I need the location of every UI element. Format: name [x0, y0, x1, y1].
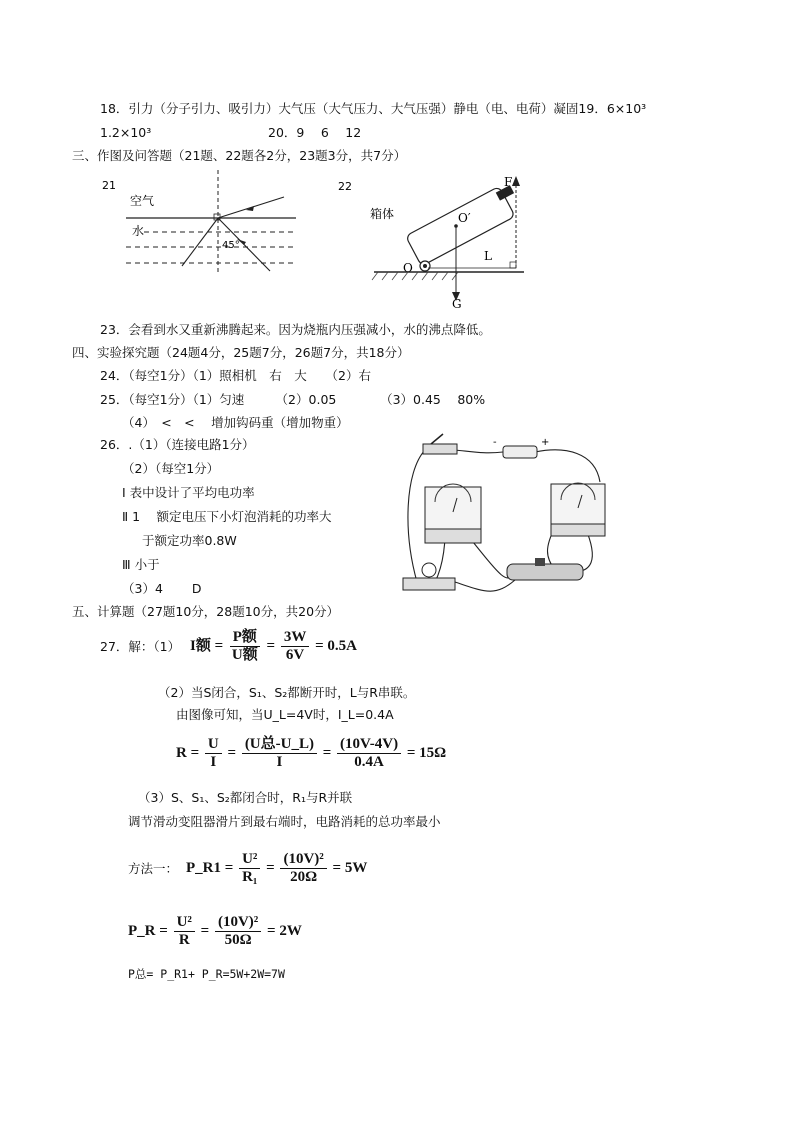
answer-27-p2a: （2）当S闭合，S₁、S₂都断开时，L与R串联。 — [158, 685, 416, 700]
svg-text:-: - — [493, 437, 497, 448]
circuit-diagram — [395, 432, 625, 606]
arm-label: L — [484, 249, 492, 263]
fig22-number: 22 — [338, 180, 352, 193]
answer-27-p3a: （3）S、S₁、S₂都闭合时，R₁与R并联 — [138, 790, 353, 805]
answer-26b: （2）（每空1分） — [122, 461, 220, 476]
voltmeter-icon — [425, 484, 481, 543]
lamp-icon — [403, 563, 455, 590]
box-label: 箱体 — [370, 207, 395, 221]
lever-diagram — [334, 170, 534, 310]
answer-27-head: 27．解：（1） — [100, 639, 181, 654]
answer-26f: Ⅲ 小于 — [122, 557, 160, 572]
total-power: P总= P_R1+ P_R=5W+2W=7W — [128, 967, 285, 981]
answer-25b: （4） < < 增加钩码重（增加物重） — [122, 415, 349, 430]
refracted-ray — [182, 218, 218, 266]
pivot-label: O — [403, 261, 413, 275]
section-5-heading: 五、计算题（27题10分，28题10分，共20分） — [72, 604, 340, 619]
answer-24: 24．（每空1分）（1）照相机 右 大 （2）右 — [100, 368, 372, 383]
angle-label: 45° — [222, 240, 240, 251]
answer-26g: （3）4 D — [122, 581, 202, 596]
formula-power-r: P_R = $\frac{\text{U²}}{R}$ = $\frac{\text{(10V)²}}{50\Omega}$ = 2W — [128, 914, 302, 949]
ammeter-icon — [551, 483, 605, 536]
gravity-label: G — [452, 297, 462, 310]
formula-resistance: R = $\frac{U}{I}$ = $\frac{\text{(U总-U\_L)}}{I}$ = $\frac{(10V-4V)}{0.4A}$ = 15Ω — [176, 736, 447, 771]
ground-hatch — [372, 272, 458, 280]
arrow-icon — [512, 176, 520, 186]
rheostat-icon — [507, 558, 583, 580]
answer-25a: 25．（每空1分）（1）匀速 （2）0.05 （3）0.45 80% — [100, 392, 486, 407]
battery-icon — [493, 437, 549, 458]
answer-26d: Ⅱ 1 额定电压下小灯泡消耗的功率大 — [122, 509, 332, 524]
answer-20: 20．9 6 12 — [268, 125, 362, 140]
method-one-label: 方法一： — [128, 861, 179, 876]
center-label: O′ — [458, 211, 471, 225]
fig21-number: 21 — [102, 179, 116, 192]
formula-power-r1: P_R1 = $\frac{\text{U²}}{\text{R₁}}$ = $\frac{\text{(10V)²}}{20\Omega}$ = 5W — [186, 851, 368, 886]
air-label: 空气 — [130, 194, 155, 208]
switch-icon — [423, 434, 457, 454]
answer-26e: 于额定功率0.8W — [142, 533, 237, 548]
answer-27-p2b: 由图像可知，当U_L=4V时，I_L=0.4A — [176, 707, 394, 722]
answer-23: 23．会看到水又重新沸腾起来。因为烧瓶内压强减小，水的沸点降低。 — [100, 322, 491, 337]
answer-27-p3b: 调节滑动变阻器滑片到最右端时，电路消耗的总功率最小 — [128, 814, 441, 829]
answer-26c: Ⅰ 表中设计了平均电功率 — [122, 485, 255, 500]
answer-19: 1.2×10³ — [100, 125, 152, 140]
water-label: 水 — [132, 224, 145, 238]
refraction-diagram — [96, 165, 306, 275]
section-3-heading: 三、作图及问答题（21题、22题各2分，23题3分，共7分） — [72, 148, 407, 163]
answer-26a: 26．.（1）（连接电路1分） — [100, 437, 255, 452]
section-4-heading: 四、实验探究题（24题4分，25题7分，26题7分，共18分） — [72, 345, 410, 360]
force-label: F — [504, 175, 513, 189]
svg-text:+: + — [541, 437, 550, 448]
answer-18: 18．引力（分子引力、吸引力）大气压（大气压力、大气压强）静电（电、电荷）凝固19．6×10³ — [100, 101, 647, 116]
formula-rated-current: I额 = $\frac{\text{P额}}{\text{U额}}$ = $\frac{3W}{6V}$ = 0.5A — [190, 629, 357, 664]
